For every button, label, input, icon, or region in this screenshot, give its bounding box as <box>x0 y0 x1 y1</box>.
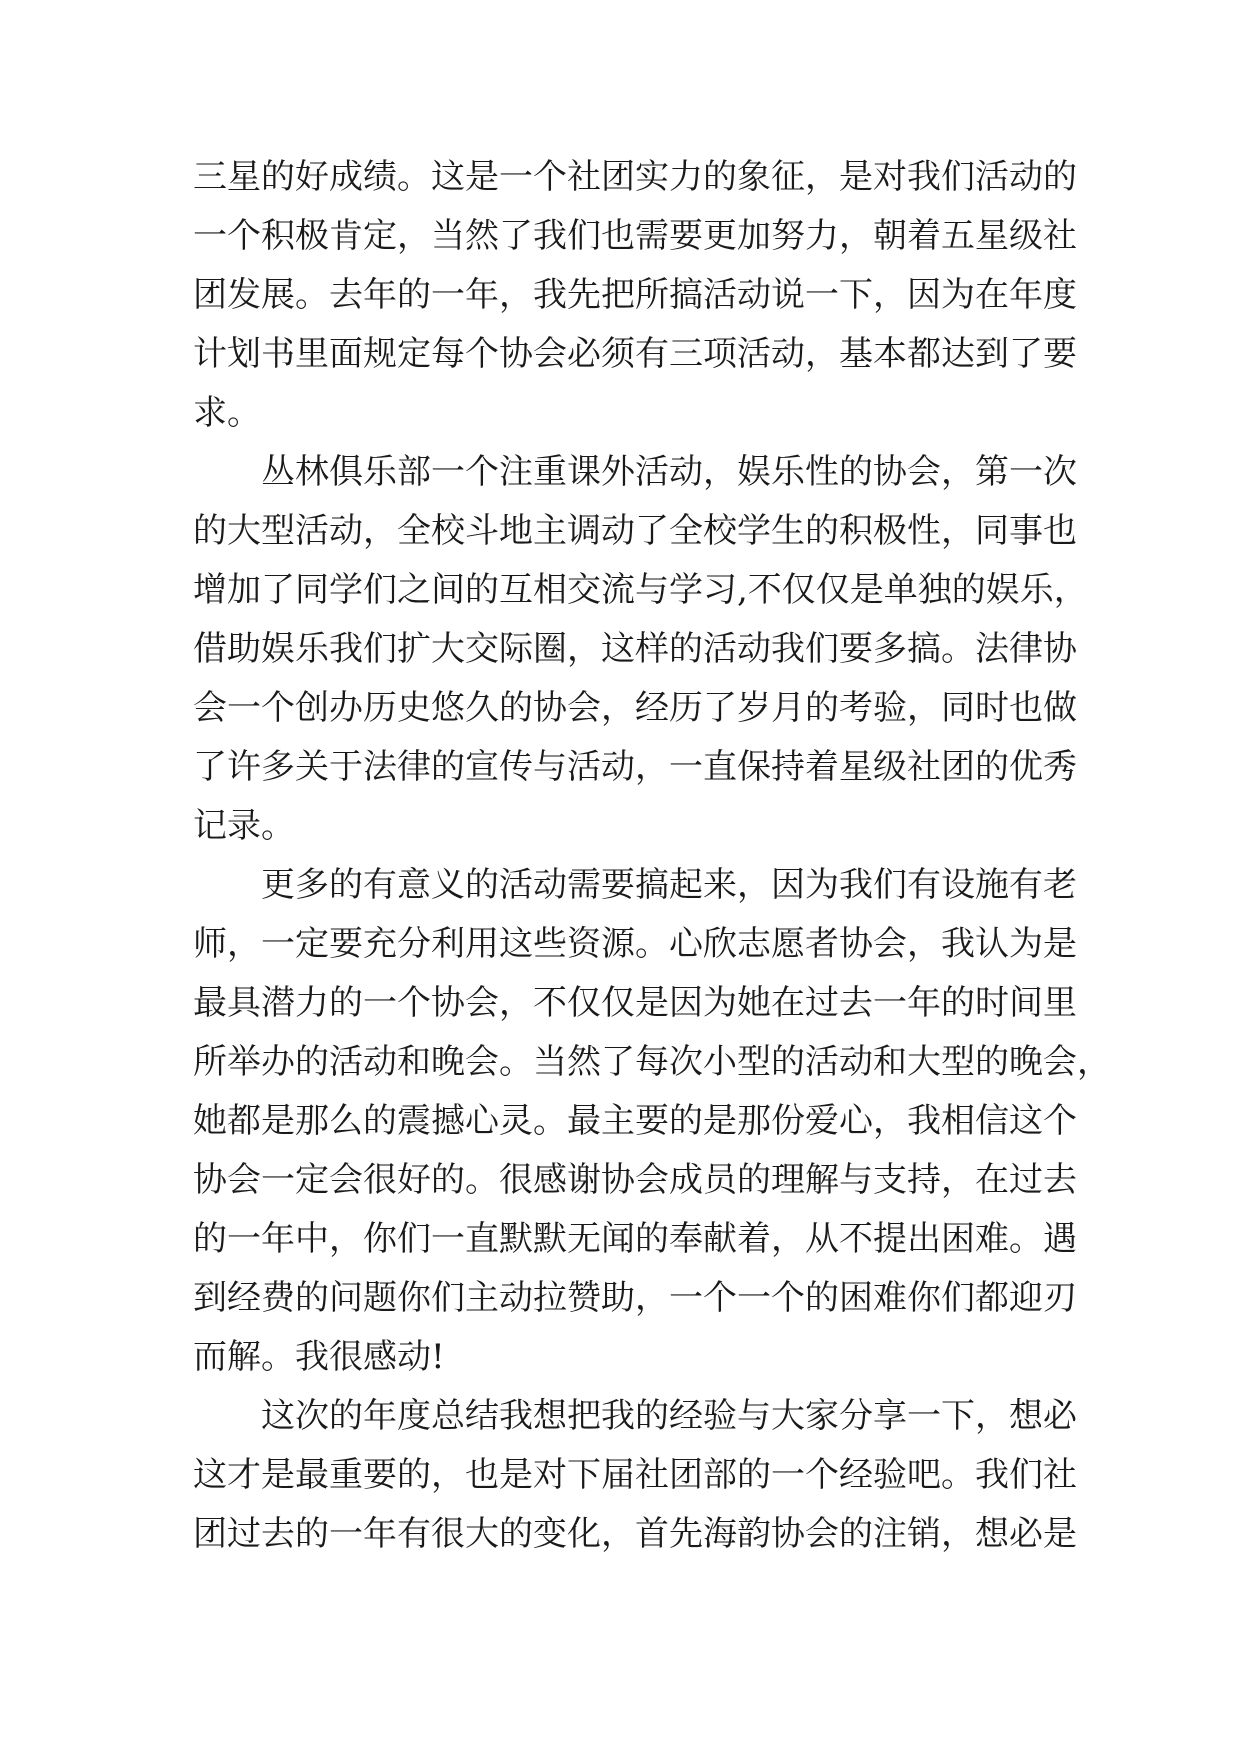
text-line: 会一个创办历史悠久的协会，经历了岁月的考验，同时也做 <box>193 688 1077 728</box>
text-line: 她都是那么的震撼心灵。最主要的是那份爱心，我相信这个 <box>193 1101 1077 1141</box>
text-line: 到经费的问题你们主动拉赞助，一个一个的困难你们都迎刃 <box>193 1278 1077 1318</box>
paragraph-2 <box>193 443 1088 856</box>
text-line: 所举办的活动和晚会。当然了每次小型的活动和大型的晚会， <box>193 1042 1111 1082</box>
text-line: 一个积极肯定，当然了我们也需要更加努力，朝着五星级社 <box>193 216 1077 256</box>
text-line: 师，一定要充分利用这些资源。心欣志愿者协会，我认为是 <box>193 924 1077 964</box>
document-body <box>193 148 1111 1564</box>
paragraph-4 <box>193 1387 1077 1564</box>
text-line: 求。 <box>193 393 261 433</box>
text-line: 团发展。去年的一年，我先把所搞活动说一下，因为在年度 <box>193 275 1077 315</box>
text-line: 丛林俱乐部一个注重课外活动，娱乐性的协会，第一次 <box>261 452 1077 492</box>
text-line: 了许多关于法律的宣传与活动，一直保持着星级社团的优秀 <box>193 747 1077 787</box>
text-line: 的大型活动，全校斗地主调动了全校学生的积极性，同事也 <box>193 511 1077 551</box>
text-line: 协会一定会很好的。很感谢协会成员的理解与支持，在过去 <box>193 1160 1077 1200</box>
text-line: 的一年中，你们一直默默无闻的奉献着，从不提出困难。遇 <box>193 1219 1077 1259</box>
text-line: 最具潜力的一个协会，不仅仅是因为她在过去一年的时间里 <box>193 983 1077 1023</box>
text-line: 借助娱乐我们扩大交际圈，这样的活动我们要多搞。法律协 <box>193 629 1077 669</box>
text-line: 这才是最重要的，也是对下届社团部的一个经验吧。我们社 <box>193 1455 1077 1495</box>
text-line: 团过去的一年有很大的变化，首先海韵协会的注销，想必是 <box>193 1514 1077 1554</box>
text-line: 更多的有意义的活动需要搞起来，因为我们有设施有老 <box>261 865 1077 905</box>
text-line: 这次的年度总结我想把我的经验与大家分享一下，想必 <box>261 1396 1077 1436</box>
text-line: 而解。我很感动! <box>193 1337 445 1377</box>
text-line: 计划书里面规定每个协会必须有三项活动，基本都达到了要 <box>193 334 1077 374</box>
text-line: 三星的好成绩。这是一个社团实力的象征，是对我们活动的 <box>193 157 1077 197</box>
text-line: 记录。 <box>193 806 295 846</box>
text-line: 增加了同学们之间的互相交流与学习,不仅仅是单独的娱乐， <box>193 570 1088 610</box>
paragraph-1 <box>193 148 1077 443</box>
paragraph-3 <box>193 856 1111 1387</box>
